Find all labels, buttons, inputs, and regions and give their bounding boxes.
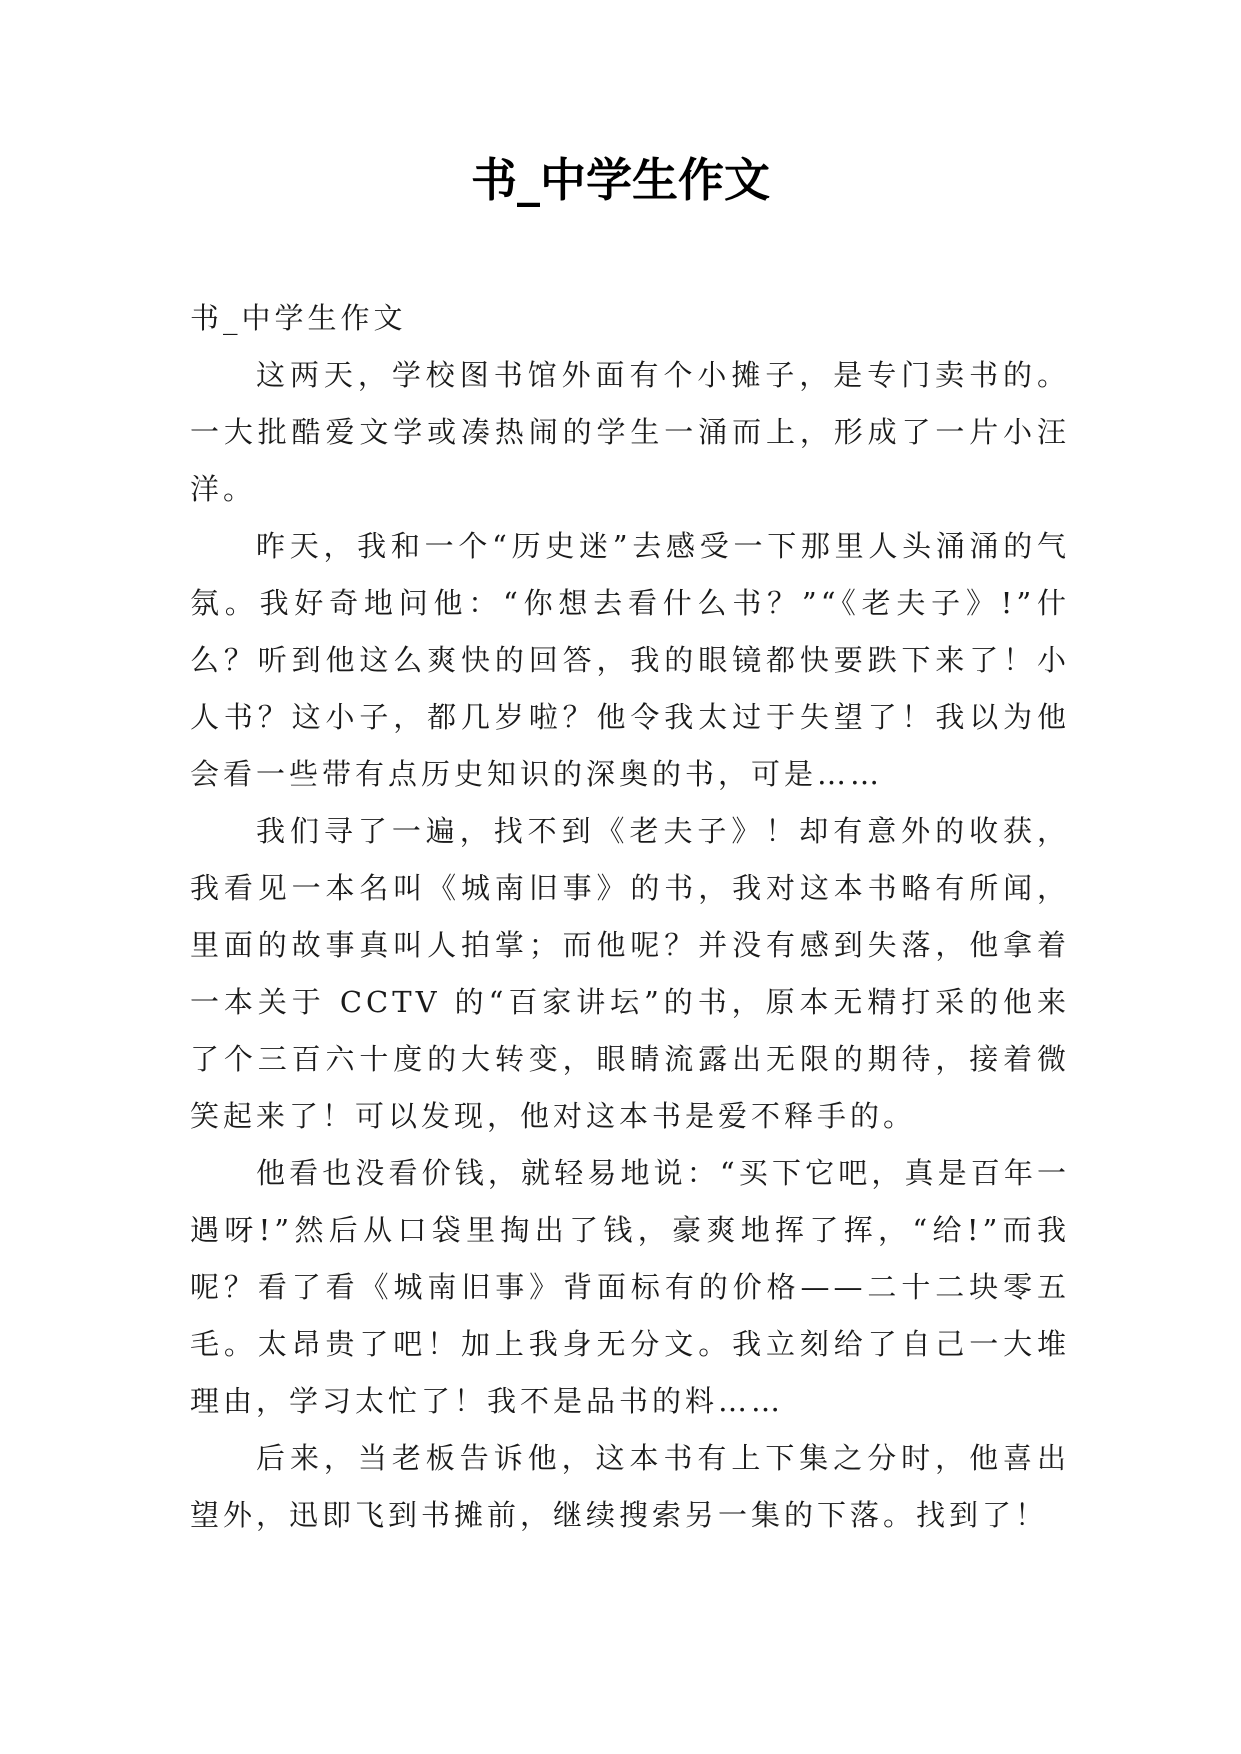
paragraph-5: 后来，当老板告诉他，这本书有上下集之分时，他喜出望外，迅即飞到书摊前，继续搜索另一集的下落。找到了！ [190, 1441, 1070, 1532]
document-body [190, 290, 1070, 1544]
page-title: 书_中学生作文 [471, 153, 770, 207]
paragraph-1: 这两天，学校图书馆外面有个小摊子，是专门卖书的。一大批酷爱文学或凑热闹的学生一涌而上，形成了一片小汪洋。 [190, 358, 1070, 506]
document-subtitle: 书_中学生作文 [190, 301, 407, 335]
paragraph-4: 他看也没看价钱，就轻易地说：“买下它吧，真是百年一遇呀!”然后从口袋里掏出了钱，豪爽地挥了挥，“给!”而我呢？看了看《城南旧事》背面标有的价格——二十二块零五毛。太昂贵了吧！加上我身无分文。我立刻给了自己一大堆理由，学习太忙了！我不是品书的料…… [190, 1156, 1070, 1418]
paragraph-2: 昨天，我和一个“历史迷”去感受一下那里人头涌涌的气氛。我好奇地问他：“你想去看什么书？”“《老夫子》!”什么？听到他这么爽快的回答，我的眼镜都快要跌下来了！小人书？这小子，都几岁啦？他令我太过于失望了！我以为他会看一些带有点历史知识的深奥的书，可是…… [190, 529, 1070, 791]
paragraph-3: 我们寻了一遍，找不到《老夫子》！却有意外的收获，我看见一本名叫《城南旧事》的书，我对这本书略有所闻，里面的故事真叫人拍掌；而他呢？并没有感到失落，他拿着一本关于 CCTV 的“百家讲坛”的书，原本无精打采的他来了个三百六十度的大转变，眼睛流露出无限的期待，接着微笑起来了！可以发现，他对这本书是爱不释手的。 [190, 814, 1070, 1133]
